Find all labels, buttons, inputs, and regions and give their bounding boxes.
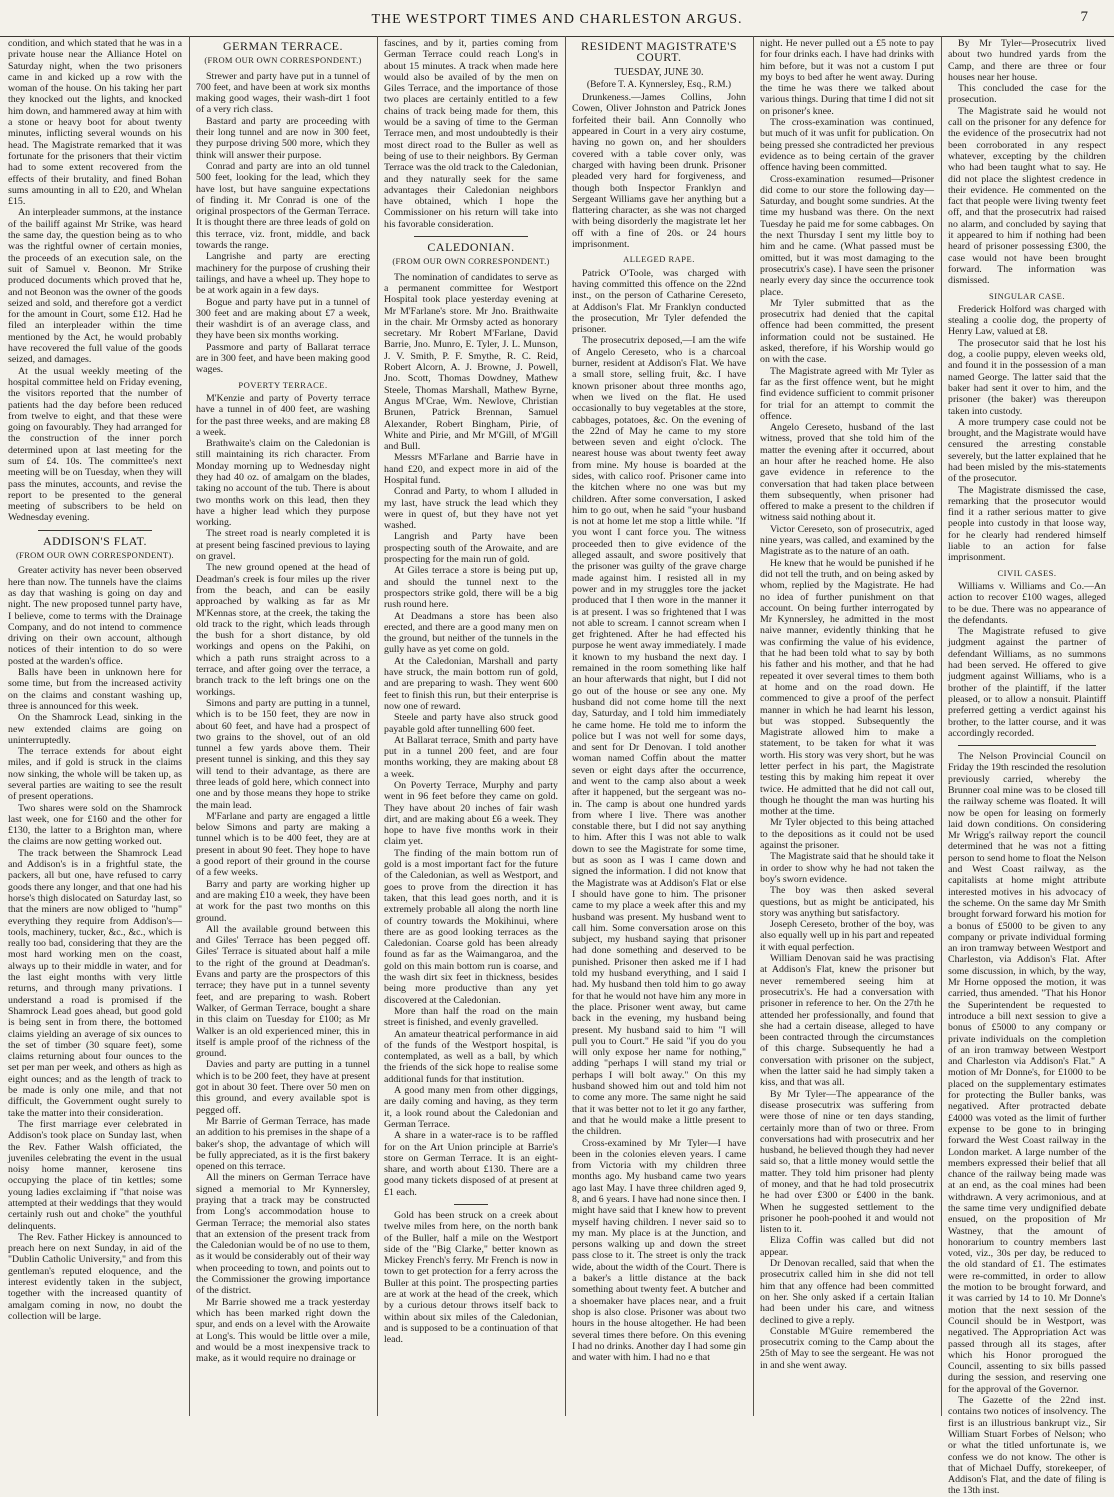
paragraph: Bogue and party have put in a tunnel of 300 feet and are making about £7 a week, their washdirt is of an average class, and they have been six months working. xyxy=(196,296,370,342)
paragraph: Frederick Holford was charged with stealing a coolie dog, the property of Henry Law, valued at £8. xyxy=(948,303,1106,338)
section-divider xyxy=(414,236,528,237)
paragraph: The Magistrate said he would not call on the prisoner for any defence for the evidence of the prosecutrix had not been corroborated in any respect whatever, excepting by the children who had been taught what to say. He did not place the slightest credence in their evidence. He commented on the fact that people were living twenty feet off, and that the prosecutrix had raised no alarm, and concluded by saying that it appeared to him if nothing had been heard of prisoner possessing £300, the case would not have been brought forward. The information was dismissed. xyxy=(948,105,1106,287)
paragraph: condition, and which stated that he was in a private house near the Alliance Hotel on Saturday night, when the two prisoners came in and kicked up a row with the woman of the house. On his taking her part they knocked out the lights, and knocked him down, and hammered away at him with a stone or heavy boot for about twenty minutes, inflicting several wounds on his head. The Magistrate remarked that it was fortunate for the prisoners that their victim had to some extent recovered from the effects of their brutality, and fined Bohan sums amounting in all to £20, and Whelan £15. xyxy=(8,38,182,208)
section-divider xyxy=(454,1204,488,1205)
paragraph: Mr Barrie showed me a track yesterday which has been marked right down the spur, and ends on a level with the Arowaite at Long's. This would be little over a mile, and would be a most inexpensive track to make, as it would require no drainage or xyxy=(196,1296,370,1365)
paragraph: Constable M'Guire remembered the prosecutrix coming to the Camp about the 25th of May to see the sergeant. He was not in and she went away. xyxy=(760,1325,934,1371)
section-divider xyxy=(958,745,1096,746)
paragraph: Cross-examination resumed—Prisoner did come to our store the following day—Saturday, and bought some sundries. At the time my husband was there. On the next Tuesday he paid me for some cabbages. On the next Thursday I sent my little boy to him and he came. (What passed must be omitted, but it was most damaging to the prosecutrix's case). I have seen the prisoner nearly every day since the occurrence took place. xyxy=(760,173,934,298)
section-divider xyxy=(38,530,152,531)
paragraph: All the available ground between this and Giles' Terrace has been pegged off. Giles' Terrace is situated about half a mile to the right of the ground at Deadman's. Evans and party are the prospectors of this terrace; they have put in a tunnel seventy feet, and are preparing to wash. Robert Walker, of German Terrace, bought a share in this claim on Tuesday for £100; as Mr Walker is an old experienced miner, this in itself is ample proof of the richness of the ground. xyxy=(196,923,370,1060)
subheading-poverty-terrace: POVERTY TERRACE. xyxy=(238,379,328,390)
paragraph: The Magistrate agreed with Mr Tyler as far as the first offence went, but he might find evidence sufficient to commit prisoner for trial for an attempt to commit the offence. xyxy=(760,365,934,422)
paragraph: Gold has been struck on a creek about twelve miles from here, on the north bank of the Buller, half a mile on the Westport side of the "Big Clarke," better known as Mickey French's ferry. Mr French is now in town to get protection for a ferry across the Buller at this point. The prospecting parties are at work at the head of the creek, which by a curious detour throws itself back to within about six miles of the Caledonian, and is supposed to be a continuation of that lead. xyxy=(384,1209,558,1346)
paragraph: By Mr Tyler—Prosecutrix lived about two hundred yards from the Camp, and there are three or four houses near her house. xyxy=(948,38,1106,83)
paragraph: Patrick O'Toole, was charged with having committed this offence on the 22nd inst., on the person of Catharine Cereseto, at Addison's Flat. Mr Franklyn conducted the prosecution, Mr Tyler defended the prisoner. xyxy=(572,267,746,336)
subheading-alleged-rape: ALLEGED RAPE. xyxy=(623,254,695,265)
masthead-title: THE WESTPORT TIMES AND CHARLESTON ARGUS. xyxy=(371,12,743,27)
paragraph: At the usual weekly meeting of the hospital committee held on Friday evening, the visitors reported that the number of patients had the day before been reduced from twelve to eight, and that these were going on favourably. They had arranged for the construction of the inner porch determined upon at last meeting for the sum of £4. 10s. The committee's next meeting will be on Tuesday, when they will pass the minutes, accounts, and revise the report to be presented to the general meeting of subscribers to be held on Wednesday evening. xyxy=(8,365,182,524)
paragraph: The prosecutor said that he lost his dog, a coolie puppy, eleven weeks old, and found it in the possession of a man named George. The latter said that the baker had sent it over to him, and the prisoner (the baker) was thereupon taken into custody. xyxy=(948,337,1106,417)
paragraph: Langrish and Party have been prospecting south of the Arowaite, and are prospecting for the main run of gold. xyxy=(384,531,558,566)
column-4 xyxy=(572,36,746,1418)
column-rule xyxy=(565,36,566,1416)
column-1 xyxy=(8,36,182,1418)
paragraph: An interpleader summons, at the instance of the bailiff against Mr Strike, was heard the same day, the question being as to who was the rightful owner of certain monies, the proceeds of an execution sale, on the suit of Samuel v. Beonon. Mr Strike produced documents which proved that he, and not Beonon was the owner of the goods seized and sold, and therefore got a verdict for the amount in Court, some £12. Had he filed an interpleader within the time mentioned by the Act, he would probably have recovered the full value of the goods seized, and damages. xyxy=(8,207,182,366)
correspondent-line: (FROM OUR OWN CORRESPONDENT.) xyxy=(204,55,362,66)
paragraph: By Mr Tyler—The appearance of the disease prosecutrix was suffering from were those of nine or ten days standing, certainly more than of two or three. From conversations had with prosecutrix and her husband, he believed though they had never said so, that a little money would settle the matter. They told him prisoner had plenty of money, and that he had told prosecutrix he had over £300 or £400 in the bank. When he suggested settlement to the prisoner he pooh-poohed it and would not listen to it. xyxy=(760,1088,934,1236)
paragraph: A more trumpery case could not be brought, and the Magistrate would have censured the arresting constable severely, but the latter explained that he had been misled by the mis-statements of the prosecutor. xyxy=(948,416,1106,485)
paragraph: At Deadmans a store has been also erected, and there are a good many men on the ground, but neither of the tunnels in the gully have as yet come on gold. xyxy=(384,610,558,656)
paragraph: The prosecutrix deposed,—I am the wife of Angelo Cereseto, who is a charcoal burner, resident at Addison's Flat. We have a small store, selling fruit, &c. I have known prisoner about three months ago, when we lived on the flat. He used occasionally to buy vegetables at the store, cabbages, potatoes, &c. On the evening of the 22nd of May he came to my store between seven and eight o'clock. The nearest house was about twenty feet away from mine. My house is boarded at the sides, with calico roof. Prisoner came into the kitchen where no one was but my children. After some conversation, I asked him to go out, when he said "your husband is not at home let me stop a little while. "If you wont I cant force you. The witness proceeded then to give evidence of the alleged assault, and swore positively that the prisoner was guilty of the grave charge made against him. I resisted all in my power and in my struggles tore the jacket produced that I then wore in the manner it is at present. I was so frightened that I was not able to scream. I cannot scream when I get frightened. After he had effected his purpose he went away immediately. I made it known to my husband the next day. I remained in the room something like half an hour afterwards that night, but I did not go out of the house or see any one. My husband did not come home till the next day, Saturday, and I told him immediately he came home. He told me to inform the police but I was not well for some days, and sent for Dr Denovan. I told another woman named Coffin about the matter seven or eight days after the occurrence, and went to the camp also about a week after it happened, but the sergeant was no-in. The camp is about one hundred yards from where I live. There was another constable there, but I did not say anything to him. After this I was not able to walk down to see the Magistrate for some time, but as soon as I was I came down and signed the information. I did not know that the Magistrate was at Addison's Flat or else I should have gone to him. The prisoner came to my place a week after this and my husband was present. My husband went to call him. Some conversation arose on this subject, my husband saying that prisoner had done something and deserved to be punished. Prisoner then asked me if I had told my husband everything, and I said I had. My husband then told him to go away for that he would not have him any more in the place. Prisoner went away, but came back in the evening, my husband being present. My husband said to him "I will pull you to Court." He said "if you do you will only expose her name for nothing," adding "perhaps I will stand my trial or perhaps I will bolt away." On this my husband showed him out and told him not to come any more. The same night he said that it was better not to let it go any farther, and that he would make a little present to the children. xyxy=(572,335,746,1138)
section-heading-caledonian: CALEDONIAN. xyxy=(427,240,515,255)
paragraph: Two shares were sold on the Shamrock last week, one for £160 and the other for £130, the latter to a Brighton man, where the claims are now getting worked out. xyxy=(8,802,182,848)
paragraph: Mr Tyler objected to this being attached to the depositions as it could not be used against the prisoner. xyxy=(760,817,934,852)
paragraph: Strewer and party have put in a tunnel of 700 feet, and have been at work six months making good wages, their wash-dirt 1 foot of a very rich class. xyxy=(196,70,370,116)
paragraph: Drunkeness.—James Collins, John Cowen, Oliver Johnston and Patrick Jones forfeited their bail. Ann Connolly who appeared in Court in a very airy costume, having no gown on, and her shoulders covered with a table cover only, was charged with having been drunk. Prisoner pleaded very hard for forgiveness, and though both Inspector Franklyn and Sergeant Williams gave her anything but a flattering character, as she was not charged with being disorderly the magistrate let her off with a fine of 20s. or 24 hours imprisonment. xyxy=(572,92,746,251)
correspondent-line: (FROM OUR OWN CORRESPONDENT.) xyxy=(392,256,550,267)
paragraph: The Magistrate said that he should take it in order to show why he had not taken the boy's sworn evidence. xyxy=(760,851,934,885)
paragraph: This concluded the case for the prosecution. xyxy=(948,83,1106,106)
paragraph: Bastard and party are proceeding with their long tunnel and are now in 300 feet, they purpose driving 500 more, which they think will answer their purpose. xyxy=(196,115,370,161)
masthead xyxy=(0,0,1114,37)
paragraph: An amateur theatrical performance in aid of the funds of the Westport hospital, is contemplated, as well as a ball, by which the friends of the sick hope to realise some additional funds for that institution. xyxy=(384,1028,558,1085)
column-5 xyxy=(760,36,934,1418)
column-rule xyxy=(377,36,378,1416)
paragraph: The new ground opened at the head of Deadman's creek is four miles up the river from the beach, and can be easily approached by walking as far as Mr M'Kennas store, at the creek, the taking the old track to the right, which leads through the bush for a short distance, by old workings and opens on the Pakihi, on which a path runs straight across to a terrace, and after going over the terrace, a branch track to the left brings one on the workings. xyxy=(196,562,370,698)
paragraph: Dr Denovan recalled, said that when the prosecutrix called him in she did not tell him that any offence had been committed on her. She only asked if a certain Italian had been under his care, and witness declined to give a reply. xyxy=(760,1258,934,1326)
paragraph: Balls have been in unknown here for some time, but from the increased activity on the claims and constant washing up, three is announced for this week. xyxy=(8,667,182,712)
column-rule xyxy=(189,36,190,1416)
column-3 xyxy=(384,36,558,1418)
paragraph: The Magistrate dismissed the case, remarking that the prosecutor would find it a rather serious matter to give people into custody in that loose way, for he clearly had rendered himself liable to an action for false imprisonment. xyxy=(948,484,1106,564)
paragraph: Mr Tyler submitted that as the prosecutrix had denied that the capital offence had been committed, the present information could not be sustained. He asked, therefore, if his Worship would go on with the case. xyxy=(760,297,934,366)
paragraph: Angelo Cereseto, husband of the last witness, proved that she told him of the matter the evening after it occurred, about an hour after he reached home. He also gave evidence in reference to the conversation that had taken place between them subsequently, when prisoner had offered to make a present to the children if witness said nothing about it. xyxy=(760,422,934,524)
section-heading-german-terrace: GERMAN TERRACE. xyxy=(223,39,343,53)
paragraph: Simons and party are putting in a tunnel, which is to be 150 feet, they are now in about 60 feet, and have had a prospect of two grains to the shovel, out of an old tunnel a few yards above them. Their present tunnel is sinking, and this they say will tend to their advantage, as there are three leads of gold here, which connect into one and by those means they hope to strike the main lead. xyxy=(196,697,370,811)
paragraph: Messrs M'Farlane and Barrie have in hand £20, and expect more in aid of the Hospital fund. xyxy=(384,452,558,486)
section-heading-court: RESIDENT MAGISTRATE'S COURT. xyxy=(580,39,738,65)
paragraph: Conrad and Party, to whom I alluded in my last, have struck the lead which they were in quest of, but they have not yet washed. xyxy=(384,486,558,532)
page-number: 7 xyxy=(1080,9,1088,25)
column-6 xyxy=(948,36,1106,1497)
paragraph: The track between the Shamrock Lead and Addison's is in a frightful state, the packers, all but one, have refused to carry goods there any longer, and that one had his horse's thigh dislocated on Saturday last, so that the miners are now obliged to "hump" everything they require from Addison's—tools, machinery, tucker, &c., &c., which is really too bad, considering that they are the most hard working men on the coast, always up to their middle in water, and for the last eight months with very little returns, and through many privations. I understand a road is promised if the Shamrock Lead goes ahead, but good gold is being sent in from there, the bottomed claims yielding an average of six ounces to the set of timber (30 square feet), some claims returning about four ounces to the set per man per week, and others as high as eight ounces; and as the length of track to be made is only one mile, and that not difficult, the Government ought surely to take the matter into their consideration. xyxy=(8,847,182,1119)
paragraph: Williams v. Williams and Co.—An action to recover £100 wages, alleged to be due. There was no appearance of the defendants. xyxy=(948,580,1106,626)
paragraph: Eliza Coffin was called but did not appear. xyxy=(760,1235,934,1258)
paragraph: The nomination of candidates to serve as a permanent committee for Westport Hospital took place yesterday evening at Mr M'Farlane's store. Mr Jno. Braithwaite in the chair. Mr Ormsby acted as honorary secretary. Mr Robert M'Farlane, David Barrie, Jno. Munro, E. Tyler, J. L. Munson, J. V. Smith, P. F. Smythe, R. C. Reid, Robert Alcorn, A. J. Browne, J. Powell, Jno. Scott, Thomas Dowdney, Mathew Steele, Thomas Marshall, Mathew Byrne, Angus M'Crae, Wm. Newlove, Christian Brunen, Patrick Brennan, Samuel Alexander, Robert Bingham, Pirie, of White and Pirie, and Mr M'Gill, of M'Gill and Bull. xyxy=(384,271,558,453)
paragraph: Passmore and party of Ballarat terrace are in 300 feet, and have been making good wages. xyxy=(196,341,370,376)
paragraph: Conrad and party are into an old tunnel 500 feet, looking for the lead, which they have lost, but have sanguine expectations of finding it. Mr Conrad is one of the original prospectors of the German Terrace. It is thought there are three leads of gold on this terrace, viz. front, middle, and back towards the range. xyxy=(196,160,370,252)
court-date: TUESDAY, JUNE 30. xyxy=(614,66,704,78)
paragraph: The finding of the main bottom run of gold is a most important fact for the future of the Caledonian, as well as Westport, and goes to prove from the direction it has taken, that this lead goes north, and it is extremely probable all along the north line of country towards the Mokihinui, where there are as good looking terraces as the Caledonian. Coarse gold has been already found as far as the Waimangaroa, and the gold on this main bottom run is coarse, and the wash dirt six feet in thickness, besides being more productive than any yet discovered at the Caledonian. xyxy=(384,847,558,1006)
paragraph: At Ballarat terrace, Smith and party have put in a tunnel 200 feet, and are four months working, they are making about £8 a week. xyxy=(384,734,558,780)
paragraph: Greater activity has never been observed here than now. The tunnels have the claims as day that washing is going on day and night. The new proposed tunnel party have, I believe, come to terms with the Drainage Company, and do not intend to commence driving on their own account, although notices of their intention to do so were posted at the warden's office. xyxy=(8,565,182,667)
paragraph: On the Shamrock Lead, sinking in the new extended claims are going on uninterruptedly. xyxy=(8,712,182,746)
paragraph: fascines, and by it, parties coming from German Terrace could reach Long's in about 15 minutes. A track when made here would also be availed of by the men on Giles Terrace, and the importance of those two places are certainly entitled to a few chains of track being made for them, this would be a saving of time to the German Terrace men, and most undoubtedly is their most direct road to the Buller as well as being of use to their neighbors. By German Terrace was the old track to the Caledonian, and they naturally seek for the same advantages their Caledonian neighbors have obtained, which I hope the Commissioner on his return will take into his favorable consideration. xyxy=(384,38,558,230)
paragraph: At Giles terrace a store is being put up, and should the tunnel next to the prospectors strike gold, there will be a big rush round here. xyxy=(384,565,558,611)
paragraph: The terrace extends for about eight miles, and if gold is struck in the claims now sinking, the whole will be taken up, as several parties are waiting to see the result of present operations. xyxy=(8,746,182,803)
paragraph: On Poverty Terrace, Murphy and party went in 96 feet before they came on gold. They have about 20 inches of fair wash dirt, and are making about £6 a week. They hope to have five months work in their claim yet. xyxy=(384,780,558,848)
section-heading-addisons-flat: ADDISON'S FLAT. xyxy=(42,533,148,548)
paragraph: The cross-examination was continued, but much of it was unfit for publication. On being pressed she contradicted her previous evidence as to being certain of the graver offence having been committed. xyxy=(760,117,934,174)
paragraph: night. He never pulled out a £5 note to pay for four drinks each. I have had drinks with him before, but it was not a custom I put my boys to bed after he went away. During the time he was there we talked about various things. During that time I did not sit on prisoner's knee. xyxy=(760,38,934,117)
paragraph: Joseph Cereseto, brother of the boy, was also equally well up in his part and repeated it with equal perfection. xyxy=(760,919,934,953)
paragraph: Victor Cereseto, son of prosecutrix, aged nine years, was called, and examined by the Magistrate as to the nature of an oath. xyxy=(760,523,934,558)
paragraph: Mr Barrie of German Terrace, has made an addition to his premises in the shape of a baker's shop, the advantage of which will be fully appreciated, as it is the first bakery opened on this terrace. xyxy=(196,1115,370,1173)
column-rule xyxy=(753,36,754,1416)
paragraph: A good many men from other diggings, are daily coming and having, as they term it, a look round about the Caledonian and German Terrace. xyxy=(384,1085,558,1130)
correspondent-line: (FROM OUR OWN CORRESPONDENT). xyxy=(16,550,174,561)
paragraph: The street road is nearly completed it is at present being fascined previous to laying on gravel. xyxy=(196,528,370,563)
subheading-civil-cases: CIVIL CASES. xyxy=(997,567,1057,578)
article-columns xyxy=(0,36,1114,1497)
paragraph: The Rev. Father Hickey is announced to preach here on next Sunday, in aid of the "Dublin Catholic University," and from this gentleman's reputed eloquence, and the interest evidently taken in the subject, together with the increased quantity of amalgam coming in now, no doubt the collection will be large. xyxy=(8,1231,182,1322)
paragraph: At the Caledonian, Marshall and party have struck, the main bottom run of gold, and are preparing to wash. They went 600 feet to finish this run, but their enterprise is now one of reward. xyxy=(384,655,558,712)
paragraph: Steele and party have also struck good payable gold after tunnelling 600 feet. xyxy=(384,712,558,735)
paragraph: M'Kenzie and party of Poverty terrace have a tunnel in of 400 feet, are washing for the past three weeks, and are making £8 a week. xyxy=(196,392,370,438)
paragraph: William Denovan said he was practising at Addison's Flat, knew the prisoner but never remembered seeing him at prosecutrix's. He had a conversation with prisoner in reference to her. On the 27th he attended her professionally, and found that she had a certain disease, alleged to have been contracted through the circumstances of this charge. Subsequently he had a conversation with prisoner on the subject, when the latter said he had simply taken a kiss, and that was all. xyxy=(760,953,934,1089)
paragraph: He knew that he would be punished if he did not tell the truth, and on being asked by whom, replied by the Magistrate. He had no idea of further punishment on that account. On being further interrogated by Mr Kynnersley, he admitted in the most naive manner, evidently thinking that he was confirming the value of his evidence, that he had been told what to say by both his father and his mother, and that he had repeated it over several times to them both at home and on the road down. He commenced to give a proof of the perfect manner in which he had learnt his lesson, but was stopped. Subsequently the Magistrate allowed him to make a statement, to be taken for what it was worth. His story was very short, but he was letter perfect in his part, the Magistrate testing this by making him repeat it over twice. He admitted that he did not call out, though he thought the man was hurting his mother at the time. xyxy=(760,557,934,818)
paragraph: M'Farlane and party are engaged a little below Simons and party are making a tunnel which is to be 400 feet, they are at present in about 90 feet. They hope to have a good report of their ground in the course of a few weeks. xyxy=(196,810,370,879)
paragraph: All the miners on German Terrace have signed a memorial to Mr Kynnersley, praying that a track may be constructed from Long's accommodation house to German Terrace; the memorial also states that an extension of the present track from the Caledonian would be of no use to them, as it would be considerably out of their way when proceeding to town, and points out to the Commissioner the growing importance of the district. xyxy=(196,1172,370,1297)
court-before-line: (Before T. A. Kynnersley, Esq., R.M.) xyxy=(586,79,732,90)
paragraph: A share in a water-race is to be raffled for on the Art Union principle at Barrie's store on German Terrace. It is an eight-share, and worth about £130. There are a good many tickets disposed of at present at £1 each. xyxy=(384,1130,558,1198)
paragraph: Davies and party are putting in a tunnel which is to be 200 feet, they have at present got in about 30 feet. There over 50 men on this ground, and every available spot is pegged off. xyxy=(196,1059,370,1116)
paragraph: More than half the road on the main street is finished, and evenly gravelled. xyxy=(384,1005,558,1029)
column-rule xyxy=(941,36,942,1416)
paragraph: Barry and party are working higher up and are making £10 a week, they have been at work for the past two months on this ground. xyxy=(196,878,370,924)
paragraph: The first marriage ever celebrated in Addison's took place on Sunday last, when the Rev. Father Walsh officiated, the juveniles celebrating the event in the usual noisy home manner, kerosene tins occupying the place of tin kettles; some young ladies exclaiming if "that noise was attempted at their weddings that they would certainly rush out and choke" the youthful delinquents. xyxy=(8,1118,182,1232)
paragraph: Cross-examined by Mr Tyler—I have been in the colonies eleven years. I came from Victoria with my children three months ago. My husband came two years ago last May. I have three children aged 9, 8, and 6 years. I have had none since then. I might have said that I knew how to prevent myself having children. I never said so to my man. My place is at the Junction, and persons walking up and down the street pass close to it. The street is only the track wide, about the width of the Court. There is a baker's a little distance at the back something about twenty feet. A butcher and a shoemaker have places near, and a fruit shop is also close. Prisoner was about two hours in the house altogether. He had been several times there before. On this evening I had no drinks. Another day I had some gin and water with him. I had no e that xyxy=(572,1137,746,1364)
paragraph: The boy was then asked several questions, but as might be anticipated, his story was anything but satisfactory. xyxy=(760,885,934,919)
paragraph: The Magistrate refused to give judgment against the partner of defendant Williams, as no summons had been served. He offered to give judgment against Williams, who is a brother of the plaintiff, if the latter pleased, or to allow a nonsuit. Plaintiff preferred getting a verdict against his brother, to the latter course, and it was accordingly recorded. xyxy=(948,626,1106,739)
paragraph: Langrishe and party are erecting machinery for the purpose of crushing their tailings, and have a wheel up. They hope to be at work again in a few days. xyxy=(196,251,370,297)
subheading-singular-case: SINGULAR CASE. xyxy=(989,290,1065,301)
paragraph: Brathwaite's claim on the Caledonian is still maintaining its rich character. From Monday morning up to Wednesday night they had 40 oz. of amalgam on the blades, taking no account of the tub. There is about two months work on this lead, then they have a higher lead which they purpose working. xyxy=(196,438,370,529)
paragraph: The Nelson Provincial Council on Friday the 19th rescinded the resolution previously carried, whereby the Brunner coal mine was to be closed till the railway scheme was floated. It will now be open for leasing on formerly laid down conditions. On considering Mr Wrigg's railway report the council determined that he was not a fitting person to send home to float the Nelson and West Coast railway, as the capitalists at home might attribute interested motives in his advocacy of the scheme. On the same day Mr Smith brought forward forward his motion for a bonus of £5000 to be given to any company or private individual forming an iron tramway between Westport and Charleston, via Addison's Flat. After some discussion, in which, by the way, Mr Horne opposed the motion, it was carried, thus amended. "That his Honor the Superintendent be requested to introduce a bill next session to give a bonus of £5000 to any company or private individuals on the completion of an iron tramway between Westport and Charleston via Addison's Flat." A motion of Mr Donne's, for £1000 to be placed on the supplementary estimates for protecting the Buller banks, was negatived. After protracted debate £4000 was voted as the limit of further expense to be gone to in bringing forward the West Coast railway in the London market. A large number of the members expressed their belief that all chance of the railway being made was at an end, as the coal mines had been withdrawn. A very acrimonious, and at the same time very undignified debate ensued, on the proposition of Mr Wastney, that the amount of honorarium to country members last voted, viz., 30s per day, be reduced to the old standard of £1. The estimates were re-committed, in order to allow the motion to be brought forward, and it was carried by 14 to 10. Mr Donne's motion that the next session of the Council should be in Westport, was negatived. The Appropriation Act was passed through all its stages, after which his Honor prorogued the Council, assenting to six bills passed during the session, and reserving one for the approval of the Governor. xyxy=(948,751,1106,1395)
column-2 xyxy=(196,36,370,1418)
paragraph: The Gazette of the 22nd inst. contains two notices of insolvency. The first is an illustrious bankrupt viz., Sir William Stuart Forbes of Nelson; who or what the titled unfortunate is, we confess we do not know. The other is that of Michael Duffy, storekeeper, of Addison's Flat, and the date of filing is the 13th inst. xyxy=(948,1395,1106,1497)
